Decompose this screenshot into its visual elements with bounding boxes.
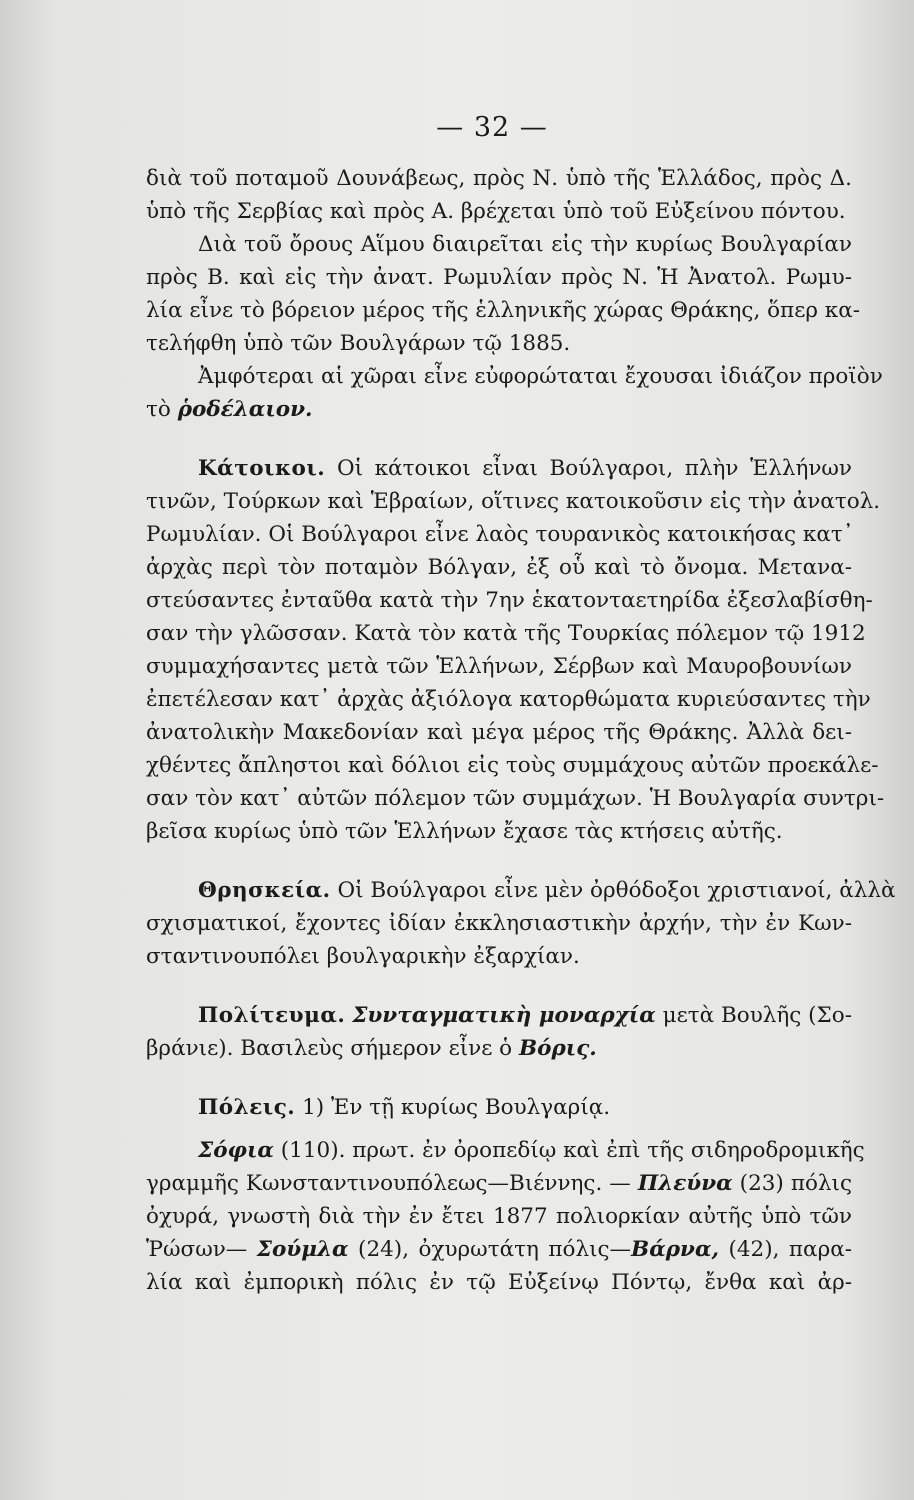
text-line: βεῖσα κυρίως ὑπὸ τῶν Ἑλλήνων ἔχασε τὰς κτήσεις αὐτῆς. (146, 819, 783, 844)
text-line: συμμαχήσαντες μετὰ τῶν Ἑλλήνων, Σέρβων καὶ Μαυροβουνίων (146, 654, 852, 679)
text-fragment: βράνιε). Βασιλεὺς σήμερον εἶνε ὁ (146, 1036, 513, 1061)
text-line: Ἀμφότεραι αἱ χῶραι εἶνε εὐφορώταται ἔχουσαι ἰδιάζον προϊὸν (198, 364, 883, 389)
page-number: — 32 — (436, 112, 548, 143)
emphasis-king-name: Βόρις. (518, 1036, 597, 1061)
paragraph-borders (146, 162, 852, 228)
text-line: πρὸς Β. καὶ εἰς τὴν ἀνατ. Ρωμυλίαν πρὸς Ν. Ἡ Ἀνατολ. Ρωμυ- (146, 265, 852, 290)
text-fragment: (24), ὀχυρωτάτη πόλις— (348, 1237, 632, 1262)
text-line (146, 1134, 865, 1167)
text-line: χθέντες ἄπληστοι καὶ δόλιοι εἰς τοὺς συμμάχους αὐτῶν προεκάλε- (146, 753, 879, 778)
text-fragment: μετὰ Βουλῆς (Σο- (662, 1003, 852, 1028)
paragraph-cities-list (146, 1134, 865, 1299)
text-line: Ρωμυλίαν. Οἱ Βούλγαροι εἶνε λαὸς τουρανικὸς κατοικήσας κατ᾽ (146, 522, 854, 547)
text-fragment: γραμμῆς Κωνσταντινουπόλεως—Βιέννης. — (146, 1171, 638, 1196)
paragraph-products (146, 360, 883, 426)
section-religion (146, 874, 896, 973)
text-line (146, 999, 852, 1032)
text-line: σταντινουπόλει βουλγαρικὴν ἐξαρχίαν. (146, 944, 580, 969)
text-line: στεύσαντες ἐνταῦθα κατὰ τὴν 7ην ἑκατονταετηρίδα ἐξεσλαβίσθη- (146, 588, 873, 613)
text-line: ἀνατολικὴν Μακεδονίαν καὶ μέγα μέρος τῆς Θράκης. Ἀλλὰ δει- (146, 720, 852, 745)
city-name: Σόφια (198, 1138, 274, 1163)
text-line: ἀρχὰς περὶ τὸν ποταμὸν Βόλγαν, ἐξ οὗ καὶ τὸ ὄνομα. Μετανα- (146, 555, 852, 580)
emphasis-constitutional-monarchy: Συνταγματικὴ μοναρχία (352, 1003, 656, 1028)
section-heading-religion: Θρησκεία. (198, 878, 331, 903)
text-line (146, 1032, 852, 1065)
section-heading-government: Πολίτευμα. (198, 1003, 346, 1028)
text-fragment: Οἱ Βούλγαροι εἶνε μὲν ὀρθόδοξοι χριστιανοί, ἀλλὰ (337, 878, 896, 903)
section-heading-inhabitants: Κάτοικοι. (198, 456, 326, 481)
section-cities (146, 1091, 852, 1124)
city-name: Σούμλα (256, 1237, 349, 1262)
text-line (146, 874, 896, 907)
text-fragment: (110). πρωτ. ἐν ὀροπεδίῳ καὶ ἐπὶ τῆς σιδηροδρομικῆς (273, 1138, 865, 1163)
page-text (146, 162, 896, 1299)
text-line (146, 393, 852, 426)
paragraph-divisions (146, 228, 861, 360)
section-government (146, 999, 852, 1065)
text-line: Διὰ τοῦ ὄρους Αἵμου διαιρεῖται εἰς τὴν κυρίως Βουλγαρίαν (198, 232, 852, 257)
text-line (146, 1233, 852, 1266)
text-line: ἐπετέλεσαν κατ᾽ ἀρχὰς ἀξιόλογα κατορθώματα κυριεύσαντες τὴν (146, 687, 871, 712)
city-name: Πλεύνα (637, 1171, 733, 1196)
text-line (146, 1091, 852, 1124)
text-line: σαν τὸν κατ᾽ αὐτῶν πόλεμον τῶν συμμάχων. Ἡ Βουλγαρία συντρι- (146, 786, 885, 811)
text-line: τελήφθη ὑπὸ τῶν Βουλγάρων τῷ 1885. (146, 331, 571, 356)
text-fragment: (23) πόλις (732, 1171, 852, 1196)
text-line: ὀχυρά, γνωστὴ διὰ τὴν ἐν ἔτει 1877 πολιορκίαν αὐτῆς ὑπὸ τῶν (146, 1204, 852, 1229)
text-line: σχισματικοί, ἔχοντες ἰδίαν ἐκκλησιαστικὴν ἀρχήν, τὴν ἐν Κων- (146, 911, 852, 936)
city-name: Βάρνα, (631, 1237, 720, 1262)
text-fragment: (42), παρα- (719, 1237, 852, 1262)
emphasis-rose-oil: ῥοδέλαιον. (177, 397, 313, 422)
text-line (146, 452, 852, 485)
section-inhabitants (146, 452, 885, 848)
text-line: τινῶν, Τούρκων καὶ Ἑβραίων, οἵτινες κατοικοῦσιν εἰς τὴν ἀνατολ. (146, 489, 881, 514)
text-fragment: τὸ (146, 397, 171, 422)
text-line: λία καὶ ἐμπορικὴ πόλις ἐν τῷ Εὐξείνῳ Πόντῳ, ἔνθα καὶ ἀρ- (146, 1270, 852, 1295)
text-line (146, 1167, 852, 1200)
text-fragment: 1) Ἐν τῇ κυρίως Βουλγαρίᾳ. (302, 1095, 611, 1120)
section-heading-cities: Πόλεις. (198, 1095, 296, 1120)
text-fragment: Οἱ κάτοικοι εἶναι Βούλγαροι, πλὴν Ἑλλήνων (336, 456, 853, 481)
text-line: ὑπὸ τῆς Σερβίας καὶ πρὸς Α. βρέχεται ὑπὸ τοῦ Εὐξείνου πόντου. (146, 199, 846, 224)
text-line: λία εἶνε τὸ βόρειον μέρος τῆς ἑλληνικῆς χώρας Θράκης, ὅπερ κα- (146, 298, 861, 323)
text-line: σαν τὴν γλῶσσαν. Κατὰ τὸν κατὰ τῆς Τουρκίας πόλεμον τῷ 1912 (146, 621, 866, 646)
text-line: διὰ τοῦ ποταμοῦ Δουνάβεως, πρὸς Ν. ὑπὸ τῆς Ἑλλάδος, πρὸς Δ. (146, 166, 852, 191)
text-fragment: Ῥώσων— (146, 1237, 257, 1262)
